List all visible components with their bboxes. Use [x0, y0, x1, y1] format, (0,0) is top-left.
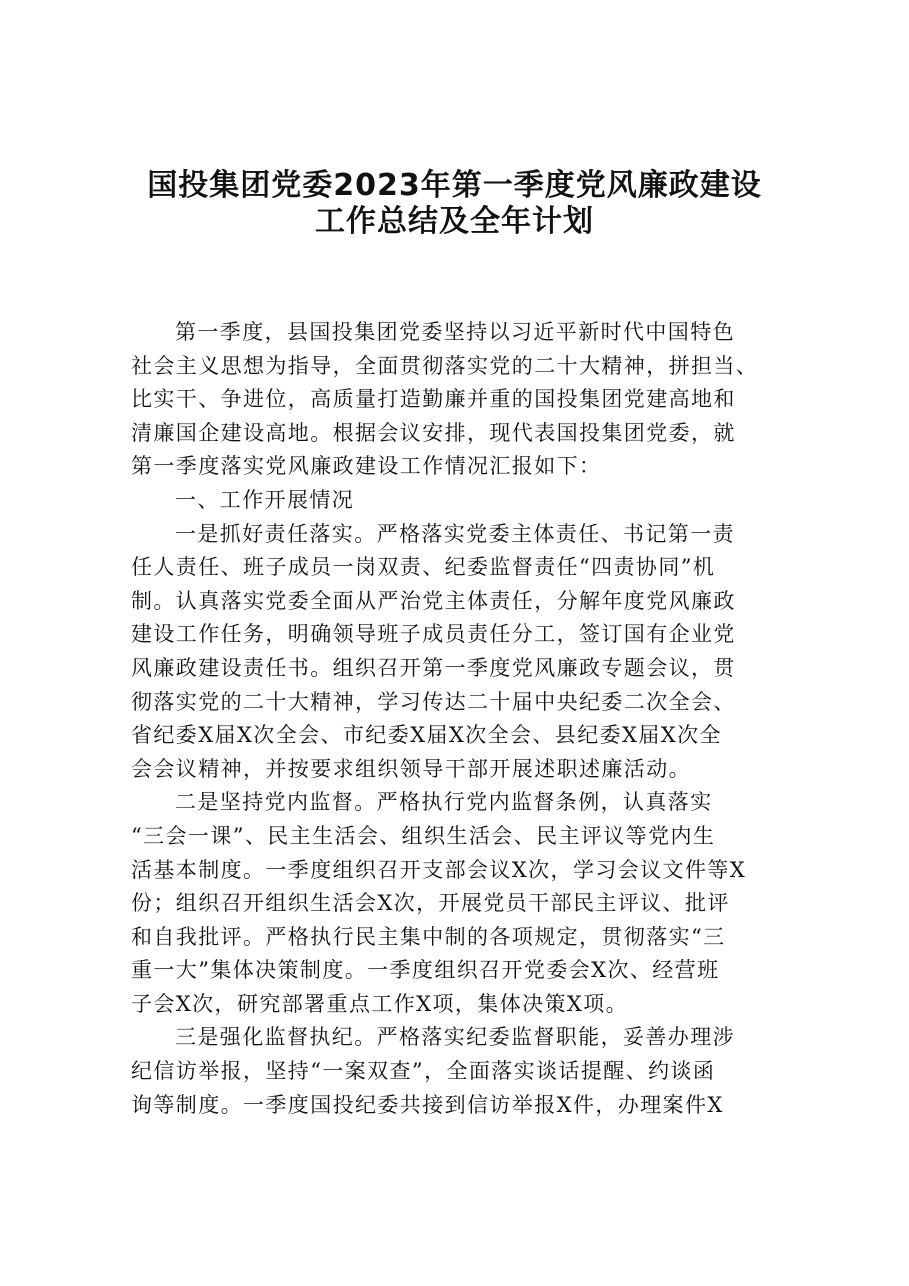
paragraph-line: 子会X次，研究部署重点工作X项，集体决策X项。 — [131, 991, 629, 1016]
paragraph-line: 和自我批评。严格执行民主集中制的各项规定，贯彻落实“三 — [131, 924, 726, 949]
paragraph-line: 彻落实党的二十大精神，学习传达二十届中央纪委二次全会、 — [131, 689, 736, 714]
paragraph-line: 建设工作任务，明确领导班子成员责任分工，签订国有企业党 — [131, 622, 736, 647]
paragraph-line: 活基本制度。一季度组织召开支部会议X次，学习会议文件等X — [131, 857, 747, 882]
paragraph-line: 重一大”集体决策制度。一季度组织召开党委会X次、经营班 — [131, 958, 720, 983]
paragraph-line: “三会一课”、民主生活会、组织生活会、民主评议等党内生 — [131, 823, 716, 848]
paragraph-line: 询等制度。一季度国投纪委共接到信访举报X件，办理案件X — [131, 1092, 724, 1117]
paragraph-line: 纪信访举报，坚持“一案双查”，全面落实谈话提醒、约谈函 — [131, 1059, 716, 1084]
paragraph-line: 比实干、争进位，高质量打造勤廉并重的国投集团党建高地和 — [131, 387, 736, 412]
paragraph-line: 一是抓好责任落实。严格落实党委主体责任、书记第一责 — [175, 521, 735, 546]
document-body — [131, 316, 811, 1122]
paragraph-line: 清廉国企建设高地。根据会议安排，现代表国投集团党委，就 — [131, 420, 736, 445]
paragraph-line: 第一季度落实党风廉政建设工作情况汇报如下： — [131, 454, 602, 479]
section-heading: 一、工作开展情况 — [175, 487, 355, 512]
paragraph-line: 二是坚持党内监督。严格执行党内监督条例，认真落实 — [175, 790, 713, 815]
paragraph-line: 份；组织召开组织生活会X次，开展党员干部民主评议、批评 — [131, 891, 730, 916]
document-title-line-2: 工作总结及全年计划 — [315, 204, 594, 239]
document-title-line-1: 国投集团党委2023年第一季度党风廉政建设 — [147, 168, 762, 203]
paragraph-line: 第一季度，县国投集团党委坚持以习近平新时代中国特色 — [175, 320, 735, 344]
paragraph-line: 社会主义思想为指导，全面贯彻落实党的二十大精神，拼担当、 — [131, 353, 759, 378]
paragraph-line: 会会议精神，并按要求组织领导干部开展述职述廉活动。 — [131, 756, 691, 781]
paragraph-line: 任人责任、班子成员一岗双责、纪委监督责任“四责协同”机 — [131, 555, 716, 580]
paragraph-line: 省纪委X届X次全会、市纪委X届X次全会、县纪委X届X次全 — [131, 723, 722, 748]
paragraph-line: 三是强化监督执纪。严格落实纪委监督职能，妥善办理涉 — [175, 1025, 735, 1050]
paragraph-line: 风廉政建设责任书。组织召开第一季度党风廉政专题会议，贯 — [131, 655, 736, 680]
paragraph-line: 制。认真落实党委全面从严治党主体责任，分解年度党风廉政 — [131, 588, 736, 613]
